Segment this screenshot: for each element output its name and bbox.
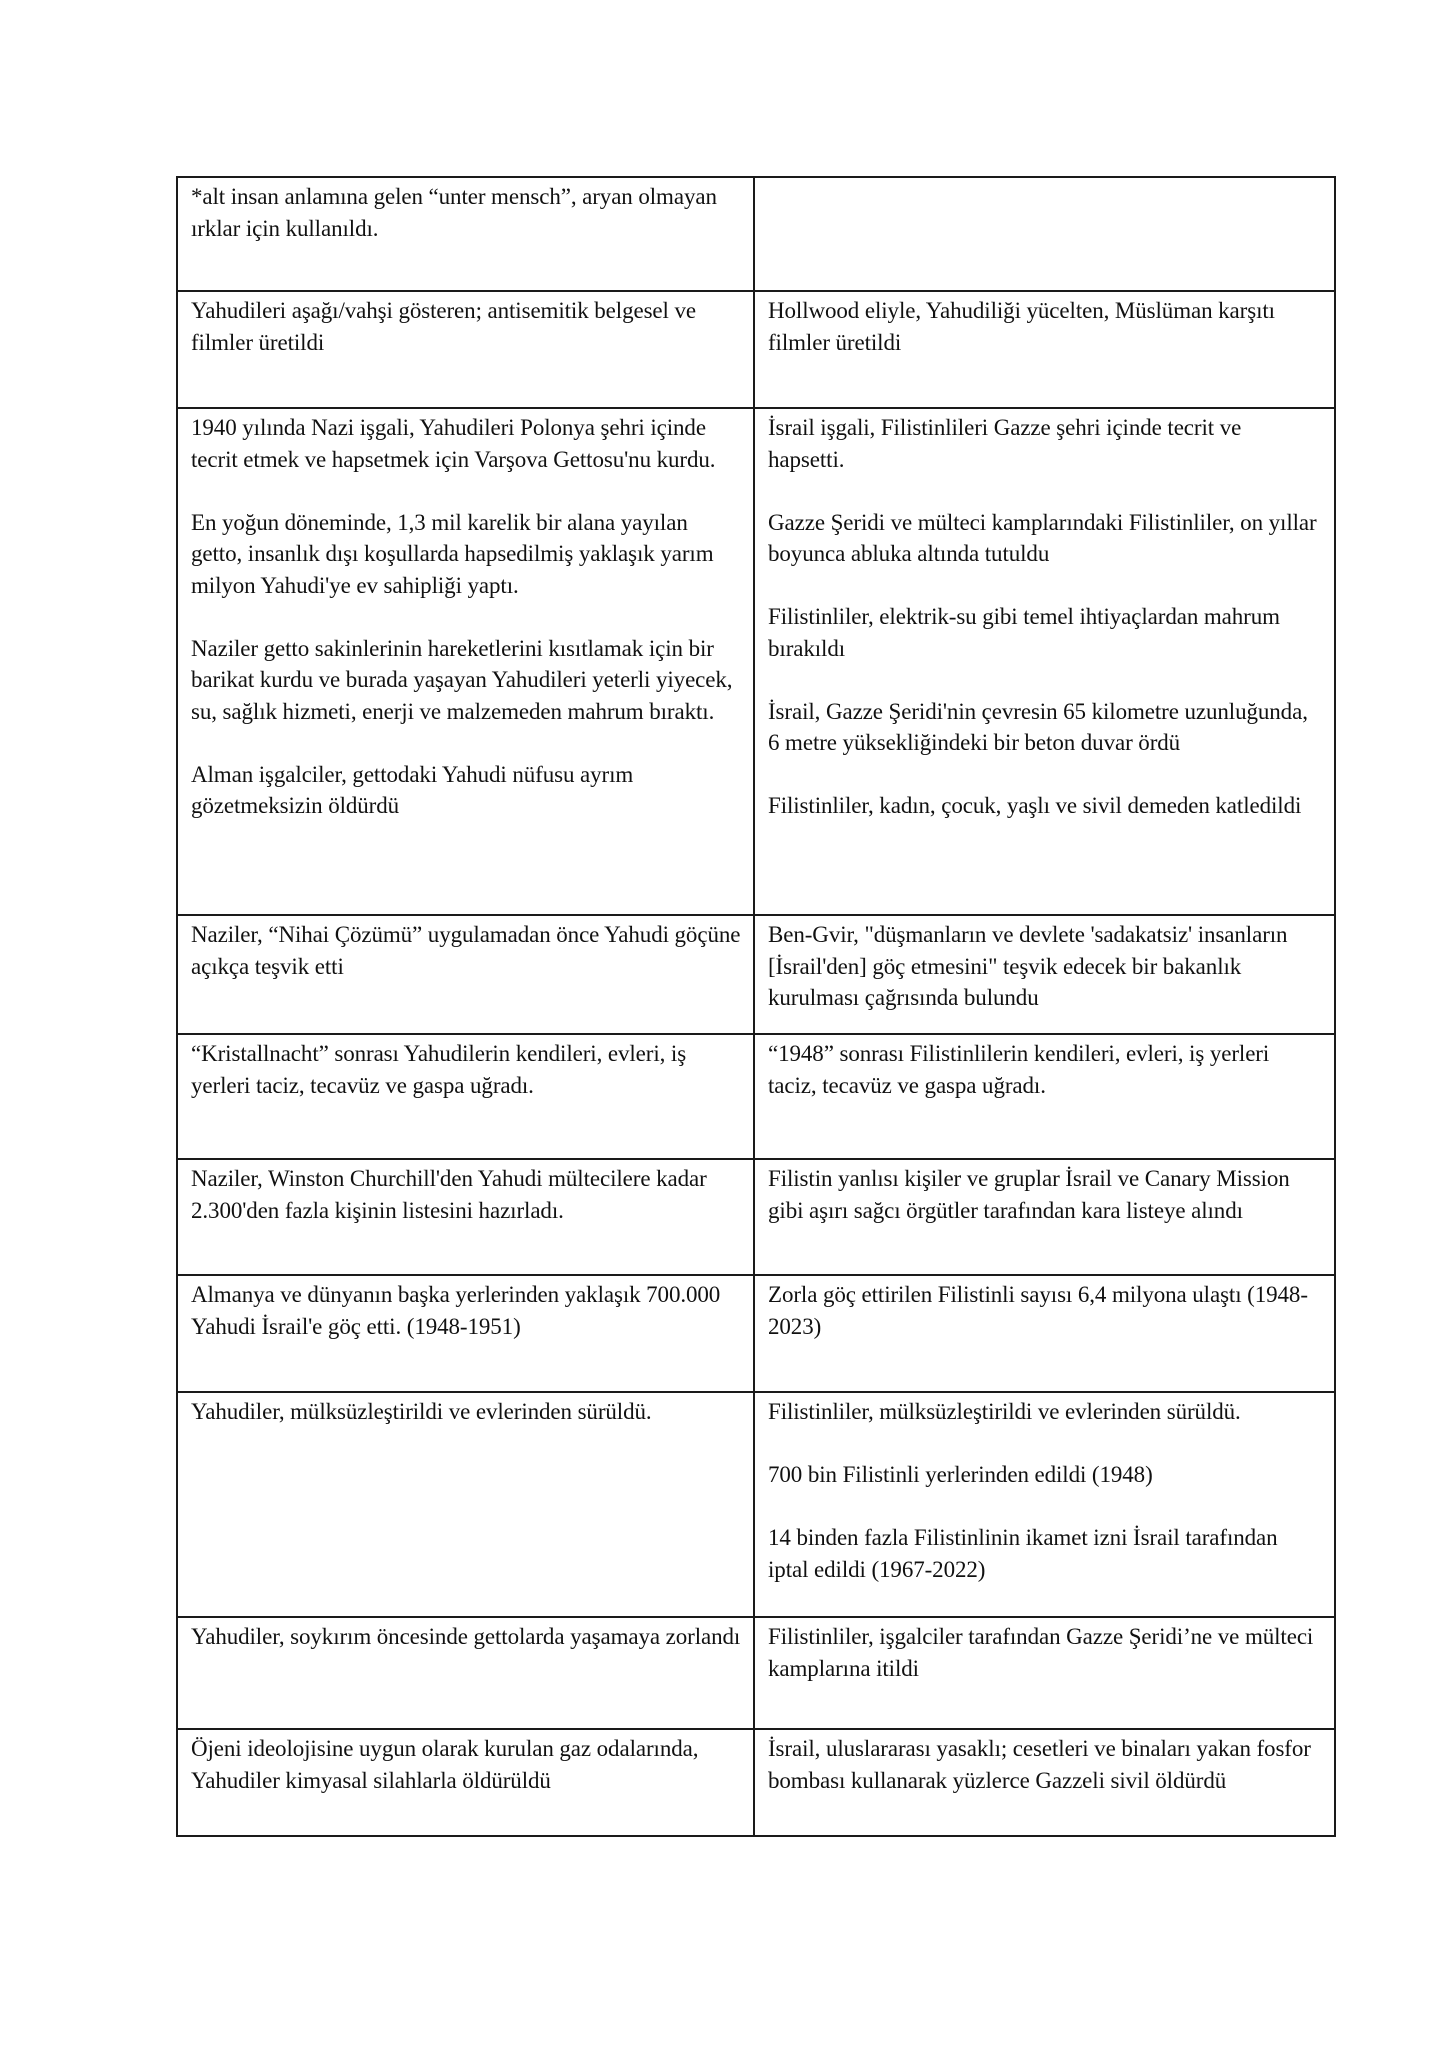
cell-paragraph: Filistin yanlısı kişiler ve gruplar İsrail ve Canary Mission gibi aşırı sağcı örgütler tarafından kara listeye alındı — [768, 1166, 1290, 1223]
table-row — [177, 1034, 1335, 1159]
cell-paragraph: “Kristallnacht” sonrası Yahudilerin kendileri, evleri, iş yerleri taciz, tecavüz ve gaspa uğradı. — [191, 1041, 687, 1098]
cell-paragraph: Yahudiler, mülksüzleştirildi ve evlerinden sürüldü. — [191, 1399, 652, 1424]
cell-paragraph: 1940 yılında Nazi işgali, Yahudileri Polonya şehri içinde tecrit etmek ve hapsetmek için Varşova Gettosu'nu kurdu. — [191, 415, 716, 472]
left-cell — [177, 1617, 754, 1729]
left-cell — [177, 1392, 754, 1617]
cell-paragraph: Naziler, Winston Churchill'den Yahudi mültecilere kadar 2.300'den fazla kişinin listesini hazırladı. — [191, 1166, 707, 1223]
cell-paragraph: Yahudiler, soykırım öncesinde gettolarda yaşamaya zorlandı — [191, 1624, 741, 1649]
right-cell — [754, 177, 1335, 291]
table-row — [177, 1275, 1335, 1392]
right-cell — [754, 1617, 1335, 1729]
left-cell — [177, 1729, 754, 1836]
cell-paragraph: Filistinliler, mülksüzleştirildi ve evlerinden sürüldü. — [768, 1399, 1241, 1424]
cell-paragraph: Almanya ve dünyanın başka yerlerinden yaklaşık 700.000 Yahudi İsrail'e göç etti. (1948-1951) — [191, 1282, 721, 1339]
right-cell — [754, 291, 1335, 408]
cell-paragraph: Zorla göç ettirilen Filistinli sayısı 6,4 milyona ulaştı (1948-2023) — [768, 1282, 1308, 1339]
left-cell — [177, 1159, 754, 1275]
left-cell — [177, 408, 754, 915]
cell-paragraph: Alman işgalciler, gettodaki Yahudi nüfusu ayrım gözetmeksizin öldürdü — [191, 761, 634, 818]
table-row — [177, 291, 1335, 408]
table-row — [177, 1729, 1335, 1836]
right-cell — [754, 408, 1335, 915]
right-cell — [754, 1275, 1335, 1392]
table-row — [177, 1617, 1335, 1729]
cell-paragraph: 700 bin Filistinli yerlerinden edildi (1948) — [768, 1462, 1153, 1487]
cell-paragraph: Filistinliler, işgalciler tarafından Gazze Şeridi’ne ve mülteci kamplarına itildi — [768, 1624, 1314, 1681]
table-row — [177, 1392, 1335, 1617]
right-cell — [754, 1392, 1335, 1617]
cell-paragraph: Ben-Gvir, "düşmanların ve devlete 'sadakatsiz' insanların [İsrail'den] göç etmesini" teşvik edecek bir bakanlık kurulması çağrısında bulundu — [768, 922, 1288, 1010]
cell-paragraph: İsrail, Gazze Şeridi'nin çevresin 65 kilometre uzunluğunda, 6 metre yüksekliğindeki bir beton duvar ördü — [768, 698, 1308, 755]
table-row — [177, 177, 1335, 291]
cell-paragraph: 14 binden fazla Filistinlinin ikamet izni İsrail tarafından iptal edildi (1967-2022) — [768, 1525, 1278, 1582]
cell-paragraph: En yoğun döneminde, 1,3 mil karelik bir alana yayılan getto, insanlık dışı koşullarda hapsedilmiş yaklaşık yarım milyon Yahudi'ye ev sahipliği yaptı. — [191, 509, 714, 598]
table-row — [177, 1159, 1335, 1275]
left-cell — [177, 177, 754, 291]
left-cell — [177, 1034, 754, 1159]
cell-paragraph: Hollwood eliyle, Yahudiliği yücelten, Müslüman karşıtı filmler üretildi — [768, 298, 1275, 355]
table-row — [177, 915, 1335, 1034]
cell-paragraph: Yahudileri aşağı/vahşi gösteren; antisemitik belgesel ve filmler üretildi — [191, 298, 696, 355]
cell-paragraph: Naziler, “Nihai Çözümü” uygulamadan önce Yahudi göçüne açıkça teşvik etti — [191, 922, 741, 979]
left-cell — [177, 1275, 754, 1392]
cell-paragraph: Naziler getto sakinlerinin hareketlerini kısıtlamak için bir barikat kurdu ve burada yaşayan Yahudileri yeterli yiyecek, su, sağlık hizmeti, enerji ve malzemeden mahrum bıraktı. — [191, 635, 733, 724]
comparison-table — [176, 176, 1336, 1837]
right-cell — [754, 1034, 1335, 1159]
cell-paragraph: *alt insan anlamına gelen “unter mensch”, aryan olmayan ırklar için kullanıldı. — [191, 184, 717, 241]
cell-paragraph: Gazze Şeridi ve mülteci kamplarındaki Filistinliler, on yıllar boyunca abluka altında tutuldu — [768, 509, 1317, 566]
left-cell — [177, 291, 754, 408]
cell-paragraph: Filistinliler, elektrik-su gibi temel ihtiyaçlardan mahrum bırakıldı — [768, 604, 1280, 661]
right-cell — [754, 1729, 1335, 1836]
cell-paragraph: İsrail işgali, Filistinlileri Gazze şehri içinde tecrit ve hapsetti. — [768, 415, 1242, 472]
cell-paragraph: İsrail, uluslararası yasaklı; cesetleri ve binaları yakan fosfor bombası kullanarak yüzlerce Gazzeli sivil öldürdü — [768, 1736, 1311, 1793]
cell-paragraph: “1948” sonrası Filistinlilerin kendileri, evleri, iş yerleri taciz, tecavüz ve gaspa uğradı. — [768, 1041, 1270, 1098]
right-cell — [754, 1159, 1335, 1275]
left-cell — [177, 915, 754, 1034]
cell-paragraph: Öjeni ideolojisine uygun olarak kurulan gaz odalarında, Yahudiler kimyasal silahlarla öldürüldü — [191, 1736, 699, 1793]
right-cell — [754, 915, 1335, 1034]
table-row — [177, 408, 1335, 915]
cell-paragraph: Filistinliler, kadın, çocuk, yaşlı ve sivil demeden katledildi — [768, 793, 1302, 818]
